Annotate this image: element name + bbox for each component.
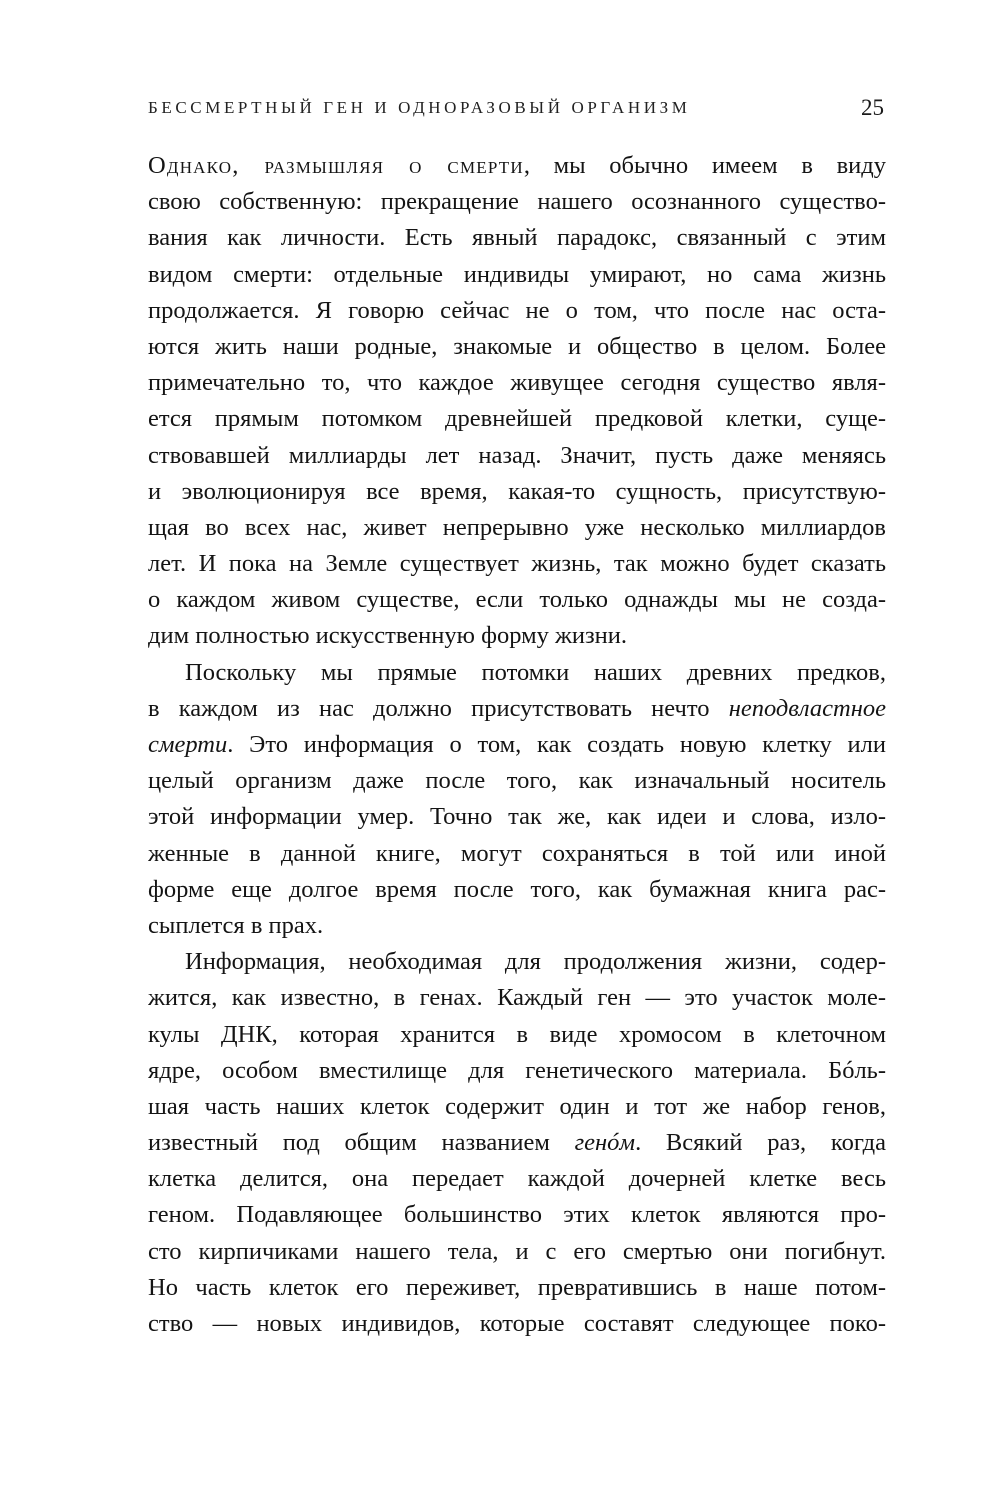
text-line [148, 148, 886, 184]
text-line: целый организм даже после того, как изначальный носитель [148, 767, 886, 795]
line-text: . Всякий раз, когда [635, 1129, 886, 1157]
body-text [148, 148, 886, 1342]
text-line: клетка делится, она передает каждой дочерней клетке весь [148, 1165, 886, 1193]
text-line: видом смерти: отдельные индивиды умирают, но сама жизнь [148, 260, 886, 288]
text-line: щая во всех нас, живет непрерывно уже несколько миллиардов [148, 513, 886, 541]
text-line [148, 1125, 886, 1161]
text-line [148, 727, 886, 763]
text-line: дим полностью искусственную форму жизни. [148, 622, 628, 650]
running-header [148, 92, 884, 124]
text-line: лет. И пока на Земле существует жизнь, так можно будет сказать [148, 550, 886, 578]
paragraph-1 [148, 148, 886, 655]
italic-term: смерти [148, 731, 228, 758]
text-line: ство — новых индивидов, которые составят следующее поко- [148, 1310, 886, 1337]
text-line: форме еще долгое время после того, как бумажная книга рас- [148, 875, 886, 903]
text-line: шая часть наших клеток содержит один и тот же набор генов, [148, 1092, 886, 1120]
page-number: 25 [861, 95, 884, 120]
text-line: жится, как известно, в генах. Каждый ген — это участок моле- [148, 984, 886, 1012]
text-line: кулы ДНК, которая хранится в виде хромосом в клеточном [148, 1020, 886, 1048]
text-line: ется прямым потомком древнейшей предковой клетки, суще- [148, 405, 886, 433]
text-line: Но часть клеток его переживет, превратившись в наше потом- [148, 1273, 886, 1301]
running-title: БЕССМЕРТНЫЙ ГЕН И ОДНОРАЗОВЫЙ ОРГАНИЗМ [148, 98, 691, 117]
text-line: Поскольку мы прямые потомки наших древних предков, [185, 658, 886, 686]
italic-term: неподвластное [728, 694, 886, 722]
text-line: продолжается. Я говорю сейчас не о том, что после нас оста- [148, 296, 886, 324]
line-text: в каждом из нас должно присутствовать нечто [148, 694, 729, 722]
text-line: о каждом живом существе, если только однажды мы не созда- [148, 586, 886, 614]
text-line: и эволюционируя все время, какая-то сущность, присутствую- [148, 477, 886, 505]
lead-in-smallcaps: Однако, размышляя о смерти [148, 152, 524, 179]
text-line [148, 691, 886, 727]
line-text: известный под общим названием [148, 1129, 575, 1157]
text-line: этой информации умер. Точно так же, как идеи и слова, изло- [148, 803, 886, 831]
paragraph-3 [148, 944, 886, 1342]
text-line: Информация, необходимая для продолжения жизни, содер- [185, 948, 886, 976]
text-line: свою собственную: прекращение нашего осознанного существо- [148, 188, 886, 216]
text-line: женные в данной книге, могут сохраняться в той или иной [148, 839, 886, 867]
line-text: , мы обычно имеем в виду [523, 152, 886, 179]
text-line: ядре, особом вместилище для генетического материала. Бóль- [148, 1056, 886, 1084]
text-line: сто кирпичиками нашего тела, и с его смертью они погибнут. [148, 1237, 886, 1265]
text-line: вания как личности. Есть явный парадокс, связанный с этим [148, 224, 886, 252]
text-line: геном. Подавляющее большинство этих клеток являются про- [148, 1201, 886, 1229]
paragraph-2 [148, 655, 886, 945]
line-text: . Это информация о том, как создать новую клетку или [227, 731, 886, 758]
italic-term: генóм [574, 1129, 636, 1157]
text-line: ствовавшей миллиарды лет назад. Значит, пусть даже меняясь [148, 441, 886, 469]
text-line: примечательно то, что каждое живущее сегодня существо явля- [148, 369, 886, 397]
text-line: ются жить наши родные, знакомые и общество в целом. Более [148, 332, 886, 360]
text-line: сыплется в прах. [148, 911, 324, 939]
